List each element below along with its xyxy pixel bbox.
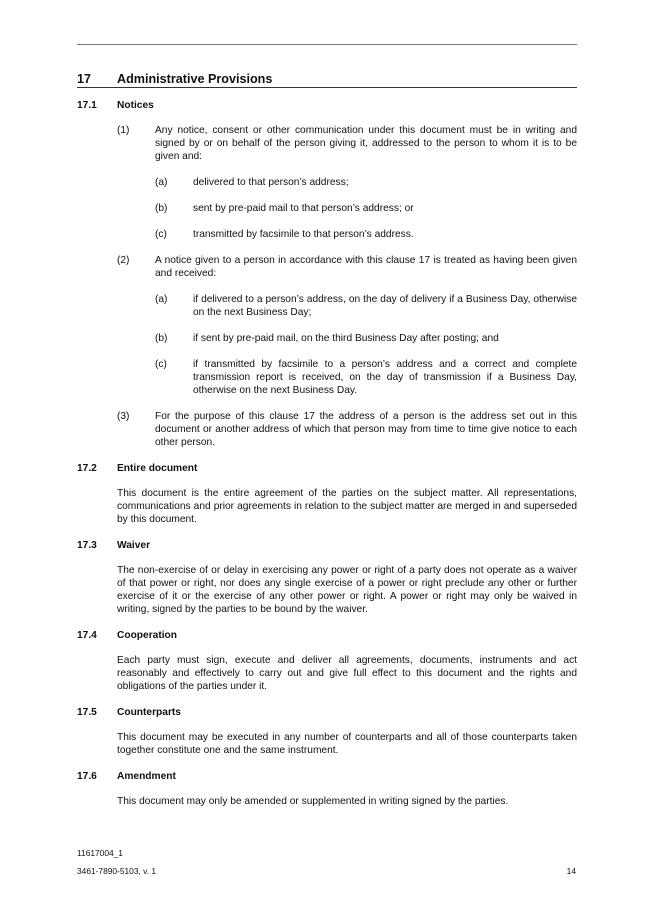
- list-item: [117, 410, 577, 449]
- clause-title: Waiver: [117, 540, 151, 551]
- clause-title: Entire document: [117, 463, 198, 474]
- subitem-label: (c): [155, 229, 167, 240]
- section-title: Administrative Provisions: [117, 72, 273, 86]
- clause-number: 17.4: [77, 630, 97, 641]
- sub-list: [155, 293, 577, 397]
- footer-reference: 11617004_1: [77, 848, 123, 858]
- clause-text: The non-exercise of or delay in exercising any power or right of a party does not operate as a waiver of that power or right, nor does any single exercise of a power or right preclude any other or further exercise of it or the exercise of any other power or right. A power or right may only be waived in writing, signed by the parties to be bound by the waiver.: [117, 565, 577, 615]
- subitem-text: if delivered to a person’s address, on the day of delivery if a Business Day, otherwise on the next Business Day;: [193, 294, 577, 318]
- sub-list-item: [155, 202, 577, 215]
- clause-heading-amendment: [77, 770, 577, 783]
- subitem-text: transmitted by facsimile to that person’s address.: [193, 229, 414, 240]
- page-number: 14: [566, 866, 576, 876]
- clause-title: Counterparts: [117, 707, 181, 718]
- clause-number: 17.5: [77, 707, 97, 718]
- document-body: [77, 72, 577, 821]
- subitem-label: (a): [155, 177, 168, 188]
- sub-list-item: [155, 293, 577, 319]
- clause-heading-cooperation: [77, 629, 577, 642]
- clause-text: This document may be executed in any number of counterparts and all of those counterparts taken together constitute one and the same instrument.: [117, 732, 577, 756]
- list-item: [117, 124, 577, 241]
- clause-heading-entire-document: [77, 462, 577, 475]
- subitem-text: sent by pre-paid mail to that person’s address; or: [193, 203, 414, 214]
- clause-title: Cooperation: [117, 630, 177, 641]
- sub-list-item: [155, 176, 577, 189]
- clause-number: 17.3: [77, 540, 97, 551]
- subitem-text: if transmitted by facsimile to a person’s address and a correct and complete transmission report is received, on the day of transmission if a Business Day, otherwise on the next Business Day.: [193, 359, 577, 396]
- subitem-text: if sent by pre-paid mail, on the third Business Day after posting; and: [193, 333, 499, 344]
- sub-list-item: [155, 358, 577, 397]
- sub-list-item: [155, 228, 577, 241]
- clause-number: 17.1: [77, 100, 97, 111]
- clause-text: This document is the entire agreement of the parties on the subject matter. All representations, communications and prior agreements in relation to the subject matter are merged in and superseded by this document.: [117, 488, 577, 525]
- subitem-label: (b): [155, 333, 168, 344]
- clause-heading-notices: [77, 99, 577, 112]
- clause-text: This document may only be amended or supplemented in writing signed by the parties.: [117, 796, 509, 807]
- sub-list: [155, 176, 577, 241]
- clause-number: 17.6: [77, 771, 97, 782]
- item-text: For the purpose of this clause 17 the address of a person is the address set out in this document or another address of which that person may from time to time give notice to each other person.: [155, 411, 577, 448]
- header-rule: [77, 44, 577, 45]
- clause-heading-counterparts: [77, 706, 577, 719]
- clause-text: Each party must sign, execute and deliver all agreements, documents, instruments and act reasonably and effectively to carry out and give full effect to this document and the rights and obligations of the parties under it.: [117, 655, 577, 692]
- clause-title: Amendment: [117, 771, 176, 782]
- item-label: (3): [117, 411, 130, 422]
- item-text: Any notice, consent or other communication under this document must be in writing and signed by or on behalf of the person giving it, addressed to the person to whom it is to be given and:: [155, 125, 577, 162]
- clause-number: 17.2: [77, 463, 97, 474]
- section-number: 17: [77, 72, 92, 86]
- clause-heading-waiver: [77, 539, 577, 552]
- clause-title: Notices: [117, 100, 154, 111]
- section-heading: [77, 72, 577, 88]
- item-label: (1): [117, 125, 130, 136]
- subitem-label: (b): [155, 203, 168, 214]
- item-text: A notice given to a person in accordance with this clause 17 is treated as having been given and received:: [155, 255, 577, 279]
- footer-document-id: 3461-7890-5103, v. 1: [77, 866, 157, 876]
- item-label: (2): [117, 255, 130, 266]
- list-item: [117, 254, 577, 397]
- subitem-text: delivered to that person’s address;: [193, 177, 349, 188]
- subitem-label: (c): [155, 359, 167, 370]
- sub-list-item: [155, 332, 577, 345]
- subitem-label: (a): [155, 294, 168, 305]
